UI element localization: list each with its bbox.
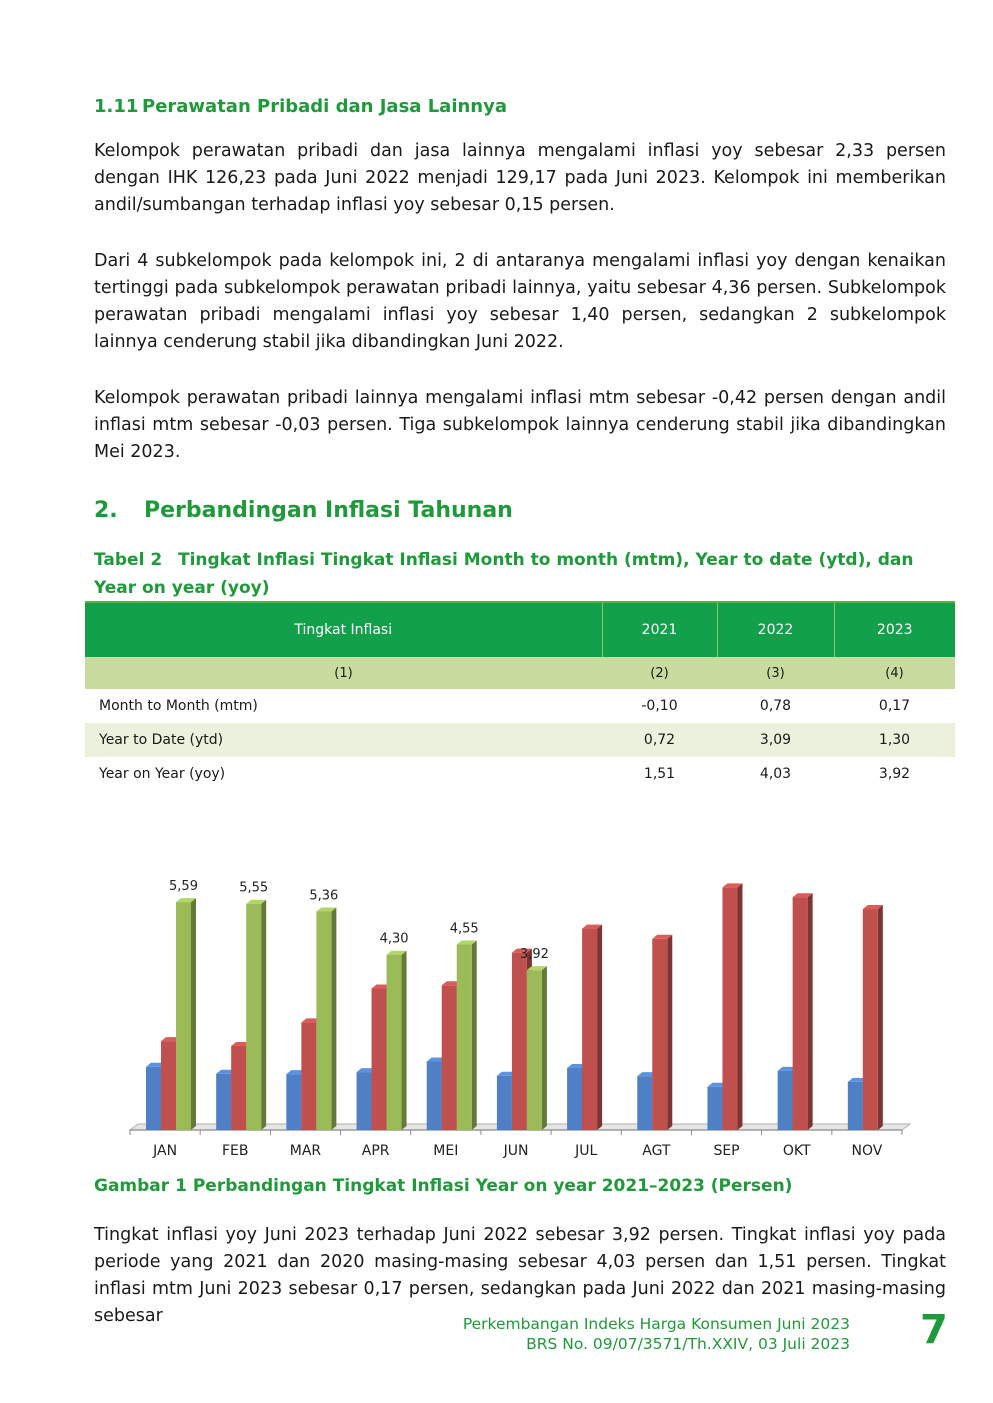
table-cell: 1,51 [643, 766, 676, 782]
paragraph-3: Kelompok perawatan pribadi lainnya mengalami inflasi mtm sebesar -0,42 persen dengan andil inflasi mtm sebesar -0,03 persen. Tiga subkelompok lainnya cenderung stabil jika dibandingkan Mei 2023. [94, 388, 946, 462]
table-row [85, 757, 955, 791]
paragraph-4: Tingkat inflasi yoy Juni 2023 terhadap Juni 2022 sebesar 3,92 persen. Tingkat inflasi yoy pada periode yang 2021 dan 2020 masing-masing sebesar 4,03 persen dan 1,51 persen. Tingkat inflasi mtm Juni 2023 sebesar 0,17 persen, sedangkan pada Juni 2022 dan 2021 masing-masing sebesar [94, 1225, 946, 1326]
page-number: 7 [920, 1307, 948, 1353]
paragraph-1: Kelompok perawatan pribadi dan jasa lainnya mengalami inflasi yoy sebesar 2,33 persen dengan IHK 126,23 pada Juni 2022 menjadi 129,17 pada Juni 2023. Kelompok ini memberikan andil/sumbangan terhadap inflasi yoy sebesar 0,15 persen. [94, 141, 946, 215]
inflation-bar-chart [100, 855, 920, 1170]
footer-brs-number: BRS No. 09/07/3571/Th.XXIV, 03 Juli 2023 [526, 1335, 850, 1353]
section-number: 2. [94, 498, 118, 523]
data-label: 4,30 [379, 931, 409, 947]
x-tick-label: SEP [713, 1143, 740, 1159]
table-index-cell: (1) [85, 657, 602, 689]
section-title: Perawatan Pribadi dan Jasa Lainnya [142, 96, 508, 117]
data-label: 5,36 [309, 888, 339, 904]
table-index-row [85, 657, 955, 689]
x-tick-label: AGT [642, 1143, 671, 1159]
table-cell: 4,03 [759, 766, 792, 782]
x-tick-label: FEB [222, 1143, 249, 1159]
table-header-cell: 2022 [717, 602, 834, 657]
table-cell: 3,09 [717, 723, 834, 757]
footer-title: Perkembangan Indeks Harga Konsumen Juni 2023 [462, 1315, 850, 1333]
x-tick-label: NOV [851, 1143, 883, 1159]
table-label: Tabel 2 [94, 550, 163, 570]
table-cell: 3,92 [878, 766, 911, 782]
bar-1-sep [722, 883, 742, 1130]
data-label: 5,55 [239, 880, 269, 896]
table-row [85, 689, 955, 723]
paragraph-2: Dari 4 subkelompok pada kelompok ini, 2 di antaranya mengalami inflasi yoy dengan kenaikan tertinggi pada subkelompok perawatan pribadi lainnya, yaitu sebesar 4,36 persen. Subkelompok perawatan pribadi mengalami inflasi yoy sebesar 1,40 persen, sedangkan 2 subkelompok lainnya cenderung stabil jika dibandingkan Juni 2022. [94, 251, 946, 352]
bar-2-mar [316, 907, 336, 1130]
data-label: 5,59 [169, 879, 198, 895]
figure-caption: Gambar 1 Perbandingan Tingkat Inflasi Year on year 2021–2023 (Persen) [94, 1176, 793, 1196]
x-tick-label: JAN [153, 1143, 178, 1159]
bar-2-mei [457, 941, 477, 1131]
table-cell: 1,30 [834, 723, 955, 757]
section-title: Perbandingan Inflasi Tahunan [144, 498, 513, 523]
x-tick-label: APR [361, 1143, 390, 1159]
table-header-cell: 2023 [834, 602, 955, 657]
bar-2-jun [527, 966, 547, 1130]
table-cell: -0,10 [641, 698, 678, 714]
bar-2-feb [246, 900, 266, 1130]
data-label: 4,55 [449, 921, 479, 937]
table-index-cell: (4) [834, 657, 955, 689]
bar-1-okt [793, 893, 813, 1130]
bar-1-nov [863, 905, 883, 1130]
bar-1-agt [652, 935, 672, 1130]
x-tick-label: MAR [289, 1143, 322, 1159]
table-caption-line1: Tingkat Inflasi Tingkat Inflasi Month to month (mtm), Year to date (ytd), dan Year on year (yoy) [94, 550, 914, 598]
data-label: 3,92 [519, 947, 549, 963]
x-tick-label: JUN [503, 1143, 529, 1159]
table-index-cell: (3) [717, 657, 834, 689]
bar-1-jul [582, 925, 602, 1130]
x-tick-label: OKT [782, 1143, 811, 1159]
table-row-label: Year to Date (ytd) [85, 723, 602, 757]
section-number: 1.11 [94, 96, 139, 117]
table-row [85, 723, 955, 757]
table-cell: 0,72 [602, 723, 717, 757]
bar-2-apr [387, 951, 407, 1130]
table-index-cell: (2) [602, 657, 717, 689]
bar-2-jan [176, 898, 196, 1130]
section-heading-2 [94, 498, 513, 523]
section-heading-1-11 [94, 96, 507, 117]
inflation-table [85, 601, 955, 791]
table-cell: 0,17 [878, 698, 911, 714]
table-row-label: Year on Year (yoy) [99, 766, 226, 782]
table-header-row [85, 602, 955, 657]
table-header-cell: Tingkat Inflasi [85, 602, 602, 657]
table-cell: 0,78 [759, 698, 792, 714]
table-row-label: Month to Month (mtm) [99, 698, 258, 714]
x-tick-label: JUL [575, 1143, 598, 1159]
table-header-cell: 2021 [602, 602, 717, 657]
x-tick-label: MEI [433, 1143, 459, 1159]
